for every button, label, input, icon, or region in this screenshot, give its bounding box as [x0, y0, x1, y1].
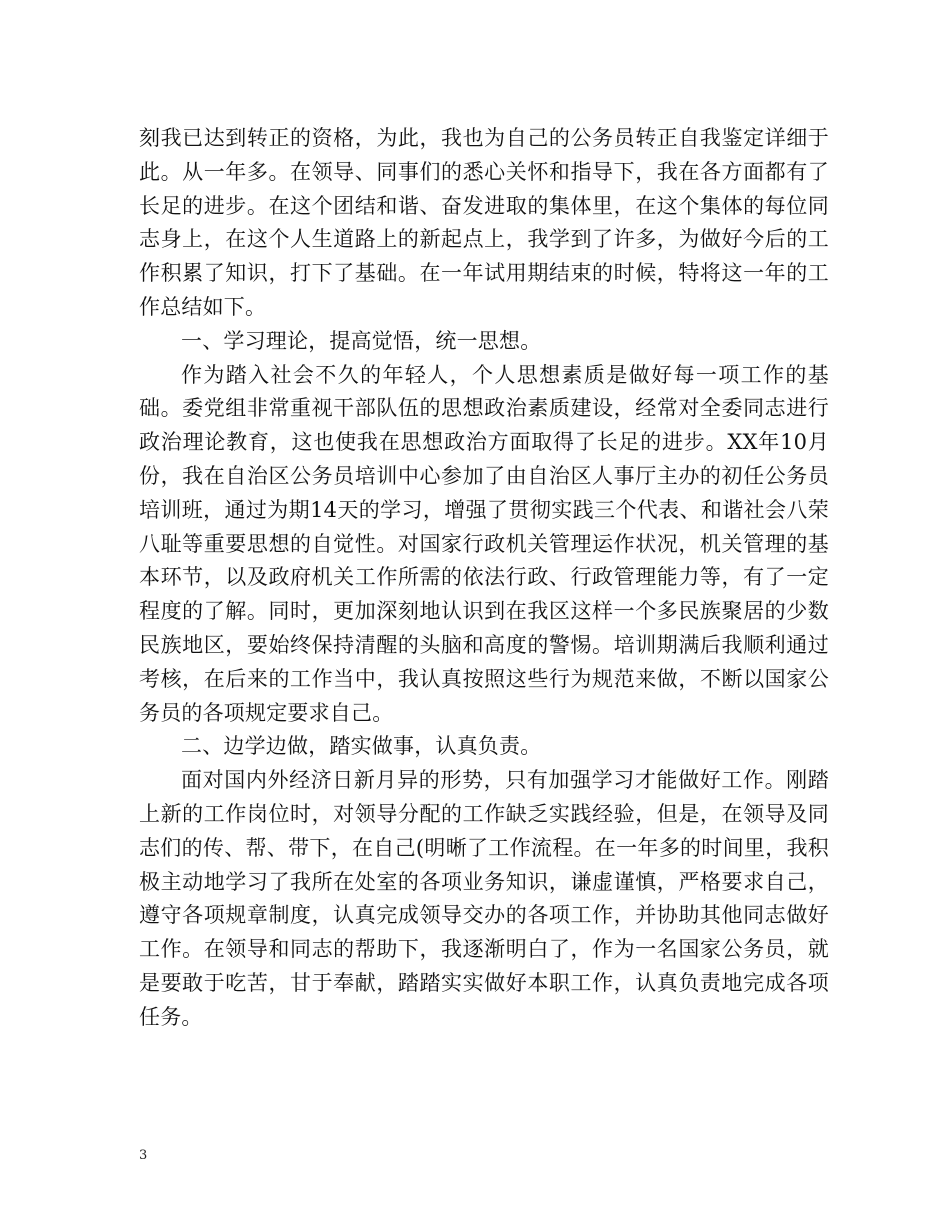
page-number: 3 [139, 1148, 148, 1163]
section-heading-2: 二、边学边做，踏实做事，认真负责。 [181, 734, 542, 759]
paragraph-intro: 刻我已达到转正的资格，为此，我也为自己的公务员转正自我鉴定详细于此。从一年多。在领导、同事们的悉心关怀和指导下，我在各方面都有了长足的进步。在这个团结和谐、奋发进取的集体里，在这个集体的每位同志身上，在这个人生道路上的新起点上，我学到了许多，为做好今后的工作积累了知识，打下了基础。在一年试用期结束的时候，特将这一年的工作总结如下。 [139, 126, 829, 319]
paragraph-section-2: 面对国内外经济日新月异的形势，只有加强学习才能做好工作。刚踏上新的工作岗位时，对领导分配的工作缺乏实践经验，但是，在领导及同志们的传、帮、带下，在自己(明晰了工作流程。在一年多的时间里，我积极主动地学习了我所在处室的各项业务知识，谦虚谨慎，严格要求自己，遵守各项规章制度，认真完成领导交办的各项工作，并协助其他同志做好工作。在领导和同志的帮助下，我逐渐明白了，作为一名国家公务员，就是要敢于吃苦，甘于奉献，踏踏实实做好本职工作，认真负责地完成各项任务。 [139, 768, 829, 1029]
section-heading-1: 一、学习理论，提高觉悟，统一思想。 [181, 328, 542, 353]
paragraph-section-1: 作为踏入社会不久的年轻人，个人思想素质是做好每一项工作的基础。委党组非常重视干部队伍的思想政治素质建设，经常对全委同志进行政治理论教育，这也使我在思想政治方面取得了长足的进步。XX年10月份，我在自治区公务员培训中心参加了由自治区人事厅主办的初任公务员培训班，通过为期14天的学习，增强了贯彻实践三个代表、和谐社会八荣八耻等重要思想的自觉性。对国家行政机关管理运作状况，机关管理的基本环节，以及政府机关工作所需的依法行政、行政管理能力等，有了一定程度的了解。同时，更加深刻地认识到在我区这样一个多民族聚居的少数民族地区，要始终保持清醒的头脑和高度的警惕。培训期满后我顺利通过考核，在后来的工作当中，我认真按照这些行为规范来做，不断以国家公务员的各项规定要求自己。 [139, 362, 829, 725]
document-body [139, 122, 829, 1035]
